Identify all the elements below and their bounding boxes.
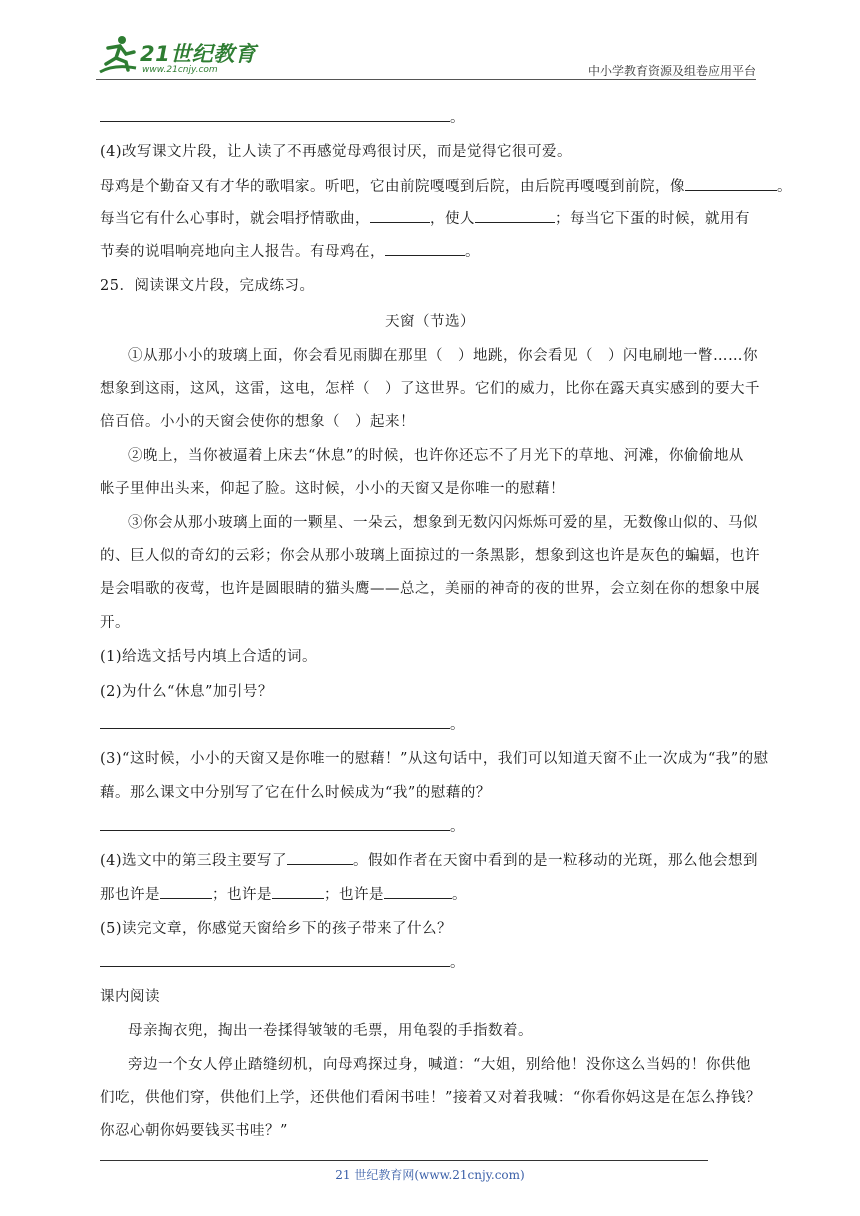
blank-7[interactable] [272, 883, 324, 899]
rewrite-line-3: 节奏的说唱响亮地向主人报告。有母鸡在， 。 [100, 240, 480, 261]
footer-divider [100, 1160, 708, 1161]
passage-line: 帐子里伸出头来，仰起了脸。这时候，小小的天窗又是你唯一的慰藉！ [100, 481, 565, 497]
passage-line: 的、巨人似的奇幻的云彩；你会从那小玻璃上面掠过的一条黑影，想象到这也许是灰色的蝙蝠，也许 [100, 548, 760, 564]
passage-line: 你忍心朝你妈要钱买书哇？” [100, 1123, 288, 1139]
platform-title: 中小学教育资源及组卷应用平台 [587, 64, 756, 78]
blank-1[interactable] [685, 175, 777, 191]
answer-blank[interactable] [100, 951, 450, 967]
passage-line: 母亲掏衣兜，掏出一卷揉得皱皱的毛票，用龟裂的手指数着。 [128, 1023, 533, 1039]
question-25: 25．阅读课文片段，完成练习。 [100, 278, 315, 294]
passage-line: 倍百倍。小小的天窗会使你的想象（ ）起来！ [100, 414, 415, 430]
blank-6[interactable] [160, 883, 212, 899]
question-3-cont: 藉。那么课文中分别写了它在什么时候成为“我”的慰藉的？ [100, 785, 491, 801]
runner-logo-icon [96, 34, 140, 78]
passage-line: ②晚上，当你被逼着上床去“休息”的时候，也许你还忘不了月光下的草地、河滩，你偷偷地从 [128, 448, 744, 464]
passage-line: ③你会从那小玻璃上面的一颗星、一朵云，想象到无数闪闪烁烁可爱的星，无数像山似的、马似 [128, 515, 758, 531]
question-3: (3)“这时候，小小的天窗又是你唯一的慰藉！”从这句话中，我们可以知道天窗不止一次成为“我”的慰 [100, 751, 769, 767]
question-4b-cont: 那也许是 ；也许是 ；也许是 。 [100, 883, 467, 904]
question-1: (1)给选文括号内填上合适的词。 [100, 649, 318, 665]
section-title: 课内阅读 [100, 989, 160, 1005]
question-5: (5)读完文章，你感觉天窗给乡下的孩子带来了什么？ [100, 921, 453, 937]
passage-line: 想象到这雨，这风，这雷，这电，怎样（ ）了这世界。它们的威力，比你在露天真实感到的要大千 [100, 381, 760, 397]
logo [96, 34, 266, 78]
passage-line: ①从那小小的玻璃上面，你会看见雨脚在那里（ ）地跳，你会看见（ ）闪电刷地一瞥……你 [128, 348, 758, 364]
answer-line: 。 [100, 106, 465, 127]
blank-2[interactable] [370, 207, 430, 223]
passage-line: 是会唱歌的夜莺，也许是圆眼睛的猫头鹰——总之，美丽的神奇的夜的世界，会立刻在你的想象中展 [100, 581, 760, 597]
answer-blank[interactable] [100, 815, 450, 831]
question-4: (4)改写课文片段，让人读了不再感觉母鸡很讨厌，而是觉得它很可爱。 [100, 144, 573, 160]
blank-5[interactable] [287, 849, 353, 865]
passage-title: 天窗（节选） [385, 314, 475, 330]
passage-line: 旁边一个女人停止踏缝纫机，向母鸡探过身，喊道：“大姐，别给他！没你这么当妈的！你供他 [128, 1057, 751, 1073]
passage-line: 们吃，供他们穿，供他们上学，还供他们看闲书哇！”接着又对着我喊：“你看你妈这是在怎么挣钱？ [100, 1090, 761, 1106]
page-header [96, 30, 756, 80]
question-4b: (4)选文中的第三段主要写了 。假如作者在天窗中看到的是一粒移动的光斑，那么他会想到 [100, 849, 758, 870]
logo-text: 21世纪教育 [140, 42, 257, 66]
question-2: (2)为什么“休息”加引号？ [100, 684, 273, 700]
answer-blank[interactable] [100, 106, 450, 122]
rewrite-line-1: 母鸡是个勤奋又有才华的歌唱家。听吧，它由前院嘎嘎到后院，由后院再嘎嘎到前院，像 。 [100, 175, 792, 196]
rewrite-line-2: 每当它有什么心事时，就会唱抒情歌曲， ，使人 ；每当它下蛋的时候，就用有 [100, 207, 750, 228]
answer-line: 。 [100, 713, 465, 734]
header-divider [96, 79, 756, 80]
passage-line: 开。 [100, 615, 130, 631]
answer-line: 。 [100, 815, 465, 836]
blank-8[interactable] [384, 883, 452, 899]
logo-site: www.21cnjy.com [142, 65, 218, 75]
footer-text: 21 世纪教育网(www.21cnjy.com) [335, 1168, 525, 1182]
answer-blank[interactable] [100, 713, 450, 729]
blank-4[interactable] [385, 240, 465, 256]
answer-line: 。 [100, 951, 465, 972]
blank-3[interactable] [475, 207, 555, 223]
